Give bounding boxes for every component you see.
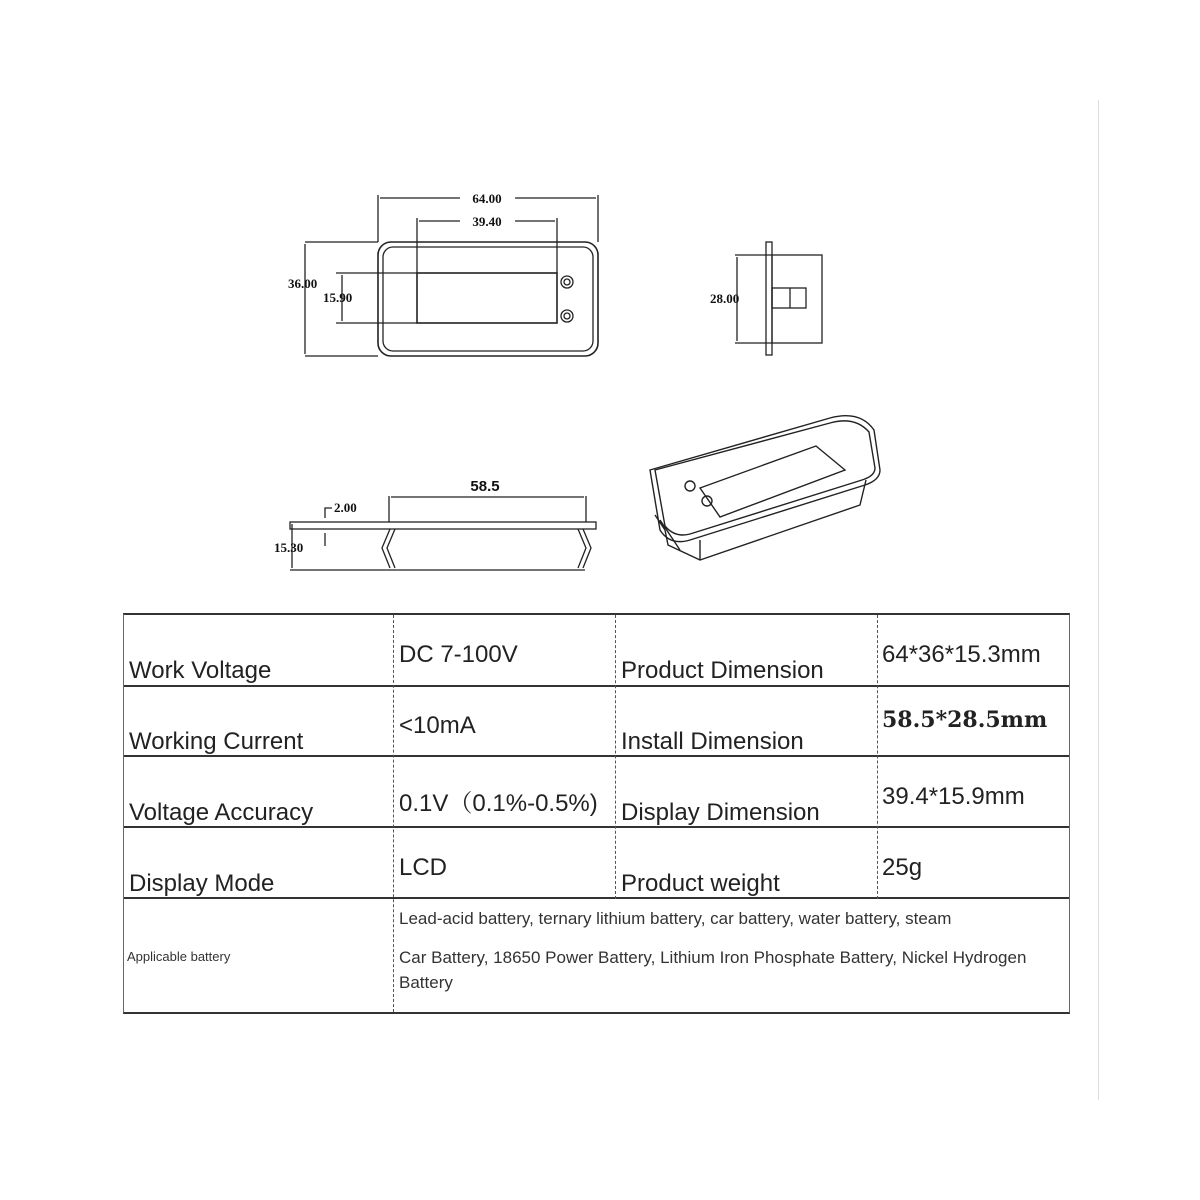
spec-value-product-weight: 25g — [882, 854, 923, 881]
spec-value-install-dimension: 58.5*28.5mm — [882, 707, 1048, 733]
spec-label-install-dimension: Install Dimension — [621, 728, 804, 755]
side-view — [735, 242, 822, 355]
applicable-battery-label: Applicable battery — [127, 949, 231, 964]
spec-value-display-dimension: 39.4*15.9mm — [882, 783, 1025, 810]
spec-label-work-voltage: Work Voltage — [129, 657, 272, 684]
isometric-view — [650, 416, 880, 560]
dim-front-height: 36.00 — [288, 276, 318, 291]
applicable-battery-line2: Car Battery, 18650 Power Battery, Lithium Iron Phosphate Battery, Nickel Hydrogen Battery — [399, 948, 1027, 992]
spec-label-display-dimension: Display Dimension — [621, 799, 820, 826]
spec-value-display-mode: LCD — [399, 854, 448, 881]
dim-total-height: 15.30 — [274, 540, 304, 555]
dim-front-width: 64.00 — [472, 191, 502, 206]
spec-label-display-mode: Display Mode — [129, 870, 275, 897]
spec-label-voltage-accuracy: Voltage Accuracy — [129, 799, 314, 826]
col-divider — [393, 615, 394, 1012]
col-divider — [877, 615, 878, 899]
spec-label-product-dimension: Product Dimension — [621, 657, 824, 684]
spec-label-product-weight: Product weight — [621, 870, 780, 897]
col-divider — [615, 615, 616, 899]
spec-value-working-current: <10mA — [399, 712, 476, 739]
dim-panel-thickness: 2.00 — [334, 500, 357, 515]
dim-display-height: 15.90 — [323, 290, 353, 305]
row-divider — [124, 685, 1069, 687]
applicable-battery-line1: Lead-acid battery, ternary lithium battery, car battery, water battery, steam — [399, 909, 952, 928]
spec-value-voltage-accuracy: 0.1V（0.1%-0.5%) — [399, 790, 598, 817]
spec-value-product-dimension: 64*36*15.3mm — [882, 641, 1041, 668]
spec-table — [123, 613, 1070, 1014]
dim-display-width: 39.40 — [472, 214, 502, 229]
dim-install-width: 58.5 — [470, 478, 500, 495]
front-view — [305, 195, 598, 356]
dim-side-depth: 28.00 — [710, 291, 740, 306]
spec-value-work-voltage: DC 7-100V — [399, 641, 518, 668]
spec-label-working-current: Working Current — [129, 728, 304, 755]
